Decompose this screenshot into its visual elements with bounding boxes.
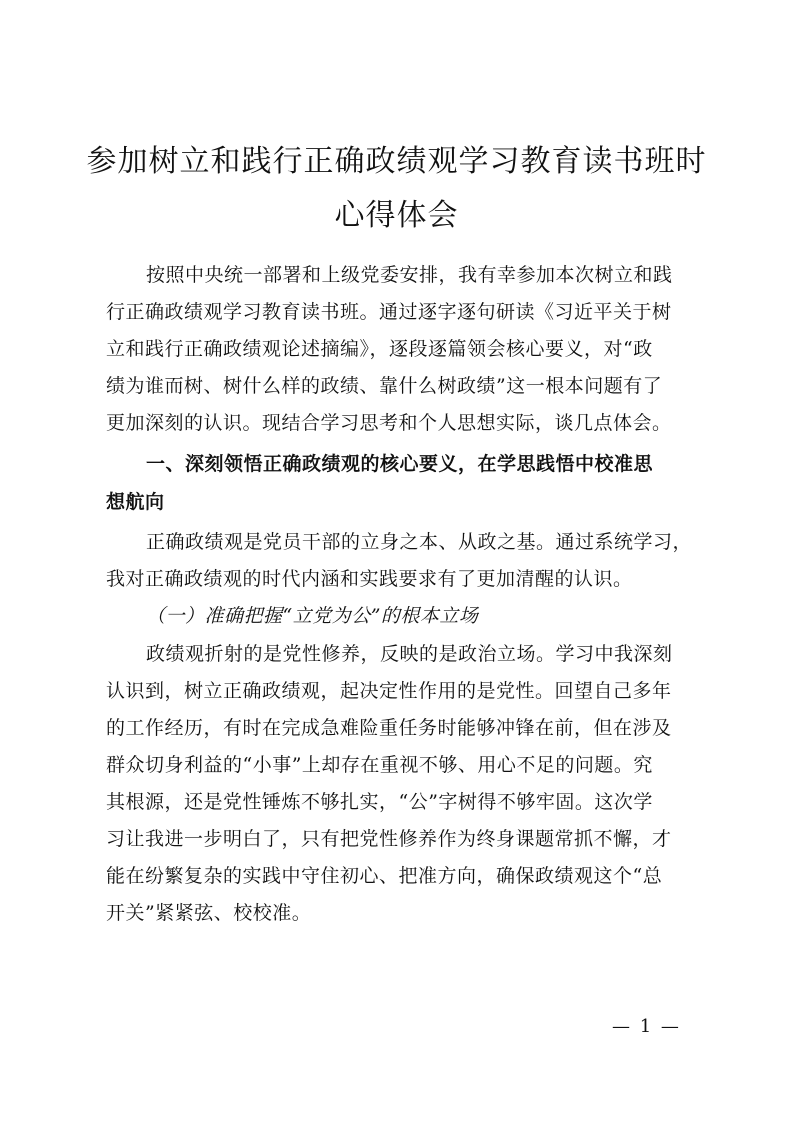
text-line: 我对正确政绩观的时代内涵和实践要求有了更加清醒的认识。 [106, 568, 633, 590]
text-line: 按照中央统一部署和上级党委安排，我有幸参加本次树立和践 [146, 264, 673, 286]
text-line: 正确政绩观是党员干部的立身之本、从政之基。通过系统学习， [146, 531, 693, 553]
heading-line: 一、深刻领悟正确政绩观的核心要义，在学思践悟中校准思 [146, 453, 654, 475]
text-line: 立和践行正确政绩观论述摘编》，逐段逐篇领会核心要义，对“政 [106, 338, 653, 360]
text-line: 群众切身利益的“小事”上却存在重视不够、用心不足的问题。究 [106, 754, 653, 776]
text-line: 行正确政绩观学习教育读书班。通过逐字逐句研读《习近平关于树 [106, 301, 672, 323]
text-line: 政绩观折射的是党性修养，反映的是政治立场。学习中我深刻 [146, 643, 673, 665]
text-line: 的工作经历，有时在完成急难险重任务时能够冲锋在前，但在涉及 [106, 717, 672, 739]
document-title-line1: 参加树立和践行正确政绩观学习教育读书班时 [86, 144, 707, 179]
document-title-line2: 心得体会 [334, 198, 459, 233]
page-number: — 1 — [612, 1016, 681, 1037]
text-line: 更加深刻的认识。现结合学习思考和个人思想实际，谈几点体会。 [106, 412, 672, 434]
text-line: 能在纷繁复杂的实践中守住初心、把准方向，确保政绩观这个“总 [106, 865, 663, 887]
text-line: 其根源，还是党性锤炼不够扎实，“公”字树得不够牢固。这次学 [106, 791, 653, 813]
text-line: 开关”紧紧弦、校校准。 [106, 902, 312, 924]
text-line: 习让我进一步明白了，只有把党性修养作为终身课题常抓不懈，才 [106, 828, 672, 850]
heading-line: 想航向 [106, 491, 165, 513]
text-line: 绩为谁而树、树什么样的政绩、靠什么树政绩”这一根本问题有了 [106, 375, 663, 397]
text-line: 认识到，树立正确政绩观，起决定性作用的是党性。回望自己多年 [106, 680, 672, 702]
subheading-1: （一）准确把握“立党为公”的根本立场 [146, 605, 479, 627]
